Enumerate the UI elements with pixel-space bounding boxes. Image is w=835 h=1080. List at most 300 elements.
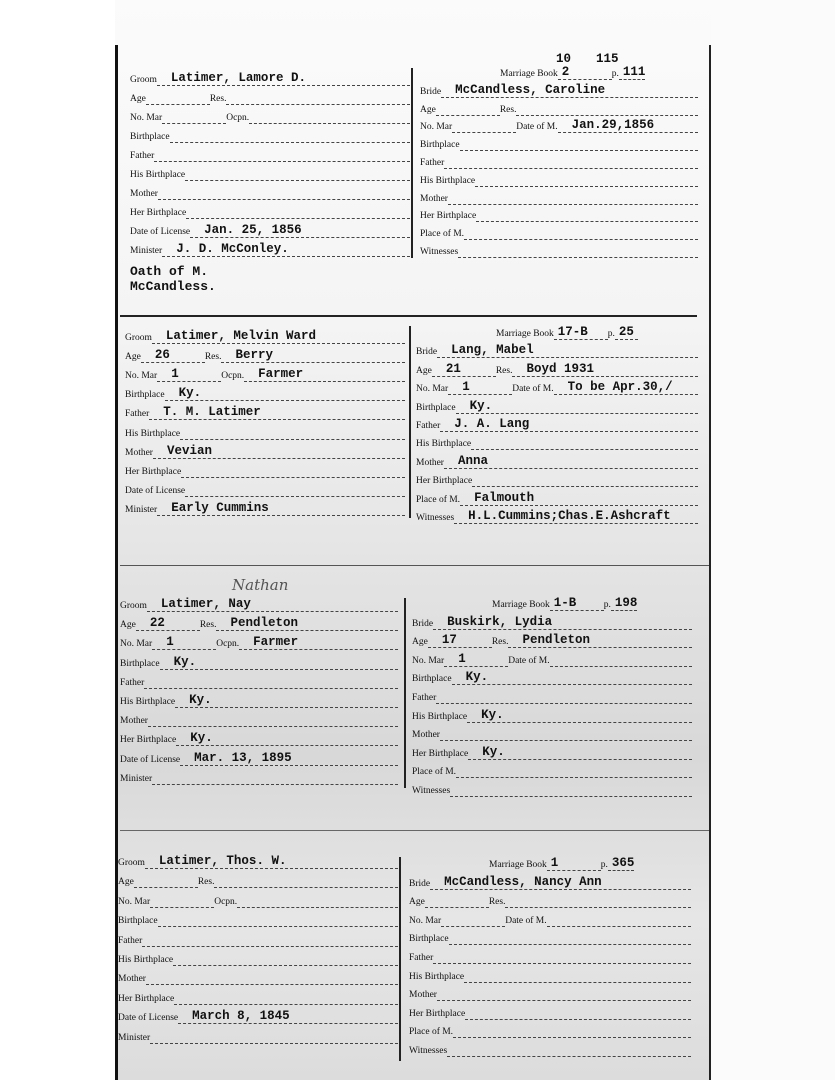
field-label: Mother: [416, 457, 444, 468]
field-label: Mother: [118, 974, 146, 985]
bride-field-age: [409, 894, 489, 908]
field-label: His Birthplace: [412, 711, 468, 722]
bride-field-her-birthplace: [412, 746, 692, 760]
field-label: p.: [603, 600, 611, 610]
field-value: Jan.29,1856: [558, 119, 698, 133]
groom-field-res: [200, 617, 398, 631]
field-value: [460, 137, 698, 151]
field-value: Pendleton: [508, 634, 692, 648]
bride-field-mother: [420, 191, 698, 205]
field-label: Age: [125, 352, 141, 363]
groom-field-no-mar: [125, 368, 221, 382]
bride-row: [420, 64, 646, 80]
bride-row: [420, 100, 698, 116]
field-label: p.: [607, 329, 615, 339]
bride-row: [416, 379, 698, 395]
bride-row: [409, 911, 691, 927]
field-label: Res.: [495, 365, 513, 376]
bride-row: [412, 762, 692, 778]
groom-field-minister: [120, 771, 398, 785]
bride-field-father: [416, 418, 698, 432]
field-value: 21: [432, 363, 496, 377]
groom-row: [118, 911, 398, 927]
field-value: [150, 894, 214, 908]
field-label: Birthplace: [420, 140, 460, 151]
bride-field-witnesses: [420, 244, 698, 258]
bride-field-no-mar: [416, 381, 512, 395]
field-value: [158, 186, 410, 200]
field-label: No. Mar: [125, 371, 158, 382]
groom-field-ocpn: [221, 368, 405, 382]
field-label: Date of M.: [516, 122, 558, 133]
field-value: [440, 727, 692, 741]
groom-field-mother: [118, 971, 398, 985]
field-value: [146, 91, 210, 105]
field-label: His Birthplace: [118, 955, 174, 965]
bride-field-date-of-m: [508, 653, 692, 667]
field-label: Bride: [416, 347, 438, 358]
field-value: Ky.: [467, 709, 692, 723]
bride-field-age: [420, 102, 500, 116]
bride-field-place-of-m: [420, 226, 698, 240]
groom-field-his-birthplace: [120, 694, 398, 708]
bride-field-marriage-book: [492, 597, 604, 611]
field-label: Res.: [499, 104, 517, 115]
bride-row: [412, 632, 692, 648]
field-label: Birthplace: [416, 402, 456, 413]
field-label: Date of License: [125, 485, 186, 496]
field-label: Minister: [118, 1032, 151, 1043]
field-label: Date of M.: [505, 915, 547, 926]
field-label: Bride: [409, 878, 431, 889]
field-value: [516, 102, 698, 116]
bride-field-witnesses: [416, 510, 698, 524]
field-label: No. Mar: [130, 113, 163, 123]
field-value: [433, 950, 691, 964]
groom-row: [125, 328, 405, 344]
field-value: [447, 1043, 691, 1057]
field-label: His Birthplace: [125, 428, 181, 439]
groom-field-his-birthplace: [118, 952, 398, 966]
field-value: [142, 933, 398, 947]
field-value: [472, 473, 698, 487]
groom-field-mother: [120, 713, 398, 727]
bride-field-bride: [412, 616, 692, 630]
field-label: Age: [409, 897, 425, 908]
bride-row: [416, 453, 698, 469]
bride-field-place-of-m: [416, 492, 698, 506]
groom-row: [125, 481, 405, 497]
field-value: 17-B: [554, 326, 608, 340]
field-value: [174, 991, 398, 1005]
groom-row: [118, 969, 398, 985]
field-label: Place of M.: [420, 229, 465, 240]
bride-field-marriage-book: [489, 857, 601, 871]
bride-row: [412, 781, 692, 797]
groom-field-birthplace: [130, 129, 410, 143]
field-label: No. Mar: [412, 655, 445, 666]
page-edge-right: [709, 45, 711, 1080]
field-value: 365: [608, 857, 635, 871]
field-label: Birthplace: [130, 132, 170, 142]
field-label: Age: [416, 365, 432, 376]
field-value: [186, 205, 410, 219]
field-value: Ky.: [175, 694, 398, 708]
field-value: [425, 894, 489, 908]
groom-field-age: [130, 91, 210, 105]
groom-row: [125, 462, 405, 478]
groom-field-her-birthplace: [130, 205, 410, 219]
groom-row: [118, 1008, 398, 1024]
groom-field-groom: [125, 330, 405, 344]
bride-field-no-mar: [420, 119, 516, 133]
bride-row: [409, 855, 635, 871]
field-label: No. Mar: [416, 384, 449, 395]
groom-row: [130, 127, 410, 143]
bride-field-mother: [416, 455, 698, 469]
field-value: Ky.: [452, 671, 692, 685]
bride-field-p: [608, 326, 638, 340]
groom-row: [125, 443, 405, 459]
groom-row: [120, 673, 398, 689]
groom-row: [130, 70, 410, 86]
groom-row: [120, 692, 398, 708]
column-divider: [404, 598, 406, 788]
groom-row: [130, 184, 410, 200]
field-value: [441, 913, 505, 927]
field-value: [550, 653, 692, 667]
field-label: Her Birthplace: [118, 993, 175, 1004]
bride-row: [412, 651, 692, 667]
bride-field-marriage-book: [500, 66, 612, 80]
field-label: Marriage Book: [496, 329, 554, 339]
record-separator: [120, 830, 709, 831]
bride-field-mother: [409, 987, 691, 1001]
groom-row: [125, 385, 405, 401]
field-label: Witnesses: [412, 786, 451, 796]
field-label: Her Birthplace: [125, 466, 182, 477]
field-value: Latimer, Thos. W.: [145, 855, 398, 869]
bride-field-birthplace: [409, 931, 691, 945]
field-label: Mother: [409, 990, 437, 1001]
field-label: His Birthplace: [120, 697, 176, 707]
field-value: 1: [444, 653, 508, 667]
field-label: Her Birthplace: [409, 1008, 466, 1019]
groom-field-birthplace: [120, 656, 398, 670]
bride-field-his-birthplace: [412, 709, 692, 723]
column-divider: [411, 68, 413, 258]
field-label: Father: [416, 421, 441, 431]
scan-margin-left: [0, 0, 115, 1080]
field-value: [450, 783, 692, 797]
field-value: [452, 119, 516, 133]
field-label: Groom: [125, 333, 152, 343]
field-value: [464, 969, 691, 983]
groom-field-res: [210, 91, 410, 105]
groom-row: [130, 165, 410, 181]
field-label: His Birthplace: [409, 971, 465, 982]
groom-row: [120, 711, 398, 727]
bride-row: [420, 171, 698, 187]
groom-row: [120, 750, 398, 766]
bride-field-age: [416, 363, 496, 377]
bride-row: [416, 416, 698, 432]
field-value: [148, 713, 398, 727]
field-value: [436, 102, 500, 116]
field-label: Mother: [420, 193, 448, 204]
bride-row: [420, 135, 698, 151]
groom-field-res: [205, 349, 405, 363]
page-correction: 115: [596, 52, 619, 66]
field-label: Date of M.: [512, 384, 554, 395]
field-value: Ky.: [165, 387, 405, 401]
field-value: [158, 913, 398, 927]
field-label: Birthplace: [125, 390, 165, 401]
field-value: [146, 971, 398, 985]
field-label: His Birthplace: [420, 175, 476, 186]
field-label: No. Mar: [420, 122, 453, 133]
bride-row: [420, 153, 698, 169]
bride-row: [420, 82, 698, 98]
field-label: Father: [412, 693, 437, 703]
groom-row: [120, 634, 398, 650]
field-value: J. D. McConley.: [162, 243, 410, 257]
groom-field-her-birthplace: [125, 464, 405, 478]
groom-row: [118, 892, 398, 908]
field-label: Marriage Book: [492, 600, 550, 610]
field-label: Witnesses: [416, 513, 455, 523]
field-value: 198: [611, 597, 638, 611]
field-value: Early Cummins: [157, 502, 405, 516]
groom-row: [120, 615, 398, 631]
field-value: Boyd 1931: [512, 363, 698, 377]
bride-field-witnesses: [409, 1043, 691, 1057]
bride-field-bride: [409, 876, 691, 890]
scan-margin-right: [711, 0, 835, 1080]
groom-field-groom: [130, 72, 410, 86]
field-value: Ky.: [160, 656, 398, 670]
field-label: Her Birthplace: [416, 476, 473, 487]
field-value: [453, 1024, 691, 1038]
field-value: Latimer, Lamore D.: [157, 72, 410, 86]
field-label: Birthplace: [412, 674, 452, 685]
groom-field-ocpn: [214, 894, 398, 908]
field-value: Ky.: [456, 400, 698, 414]
bride-field-his-birthplace: [409, 969, 691, 983]
groom-field-her-birthplace: [118, 991, 398, 1005]
field-label: No. Mar: [118, 896, 151, 907]
field-label: His Birthplace: [130, 170, 186, 180]
field-label: Her Birthplace: [412, 748, 469, 759]
field-value: [170, 129, 410, 143]
field-value: [226, 91, 410, 105]
groom-field-mother: [125, 445, 405, 459]
field-value: Anna: [444, 455, 698, 469]
field-label: Res.: [491, 637, 509, 648]
field-label: Groom: [130, 75, 157, 85]
bride-row: [409, 985, 691, 1001]
groom-field-no-mar: [120, 636, 216, 650]
bride-field-marriage-book: [496, 326, 608, 340]
groom-row: [130, 241, 410, 257]
field-label: p.: [600, 860, 608, 870]
groom-field-her-birthplace: [120, 732, 398, 746]
groom-field-res: [198, 874, 398, 888]
groom-field-age: [125, 349, 205, 363]
groom-field-father: [125, 406, 405, 420]
field-label: Mother: [412, 730, 440, 741]
field-value: [458, 244, 698, 258]
field-value: [449, 931, 691, 945]
record-note: Oath of M. McCandless.: [130, 264, 216, 294]
bride-field-date-of-m: [505, 913, 691, 927]
groom-field-no-mar: [118, 894, 214, 908]
bride-row: [409, 874, 691, 890]
bride-field-her-birthplace: [420, 208, 698, 222]
bride-row: [420, 189, 698, 205]
field-label: Mother: [130, 189, 158, 199]
field-value: To be Apr.30,/: [554, 381, 698, 395]
groom-field-birthplace: [125, 387, 405, 401]
bride-field-bride: [420, 84, 698, 98]
field-value: H.L.Cummins;Chas.E.Ashcraft: [454, 510, 698, 524]
bride-row: [412, 725, 692, 741]
bride-field-date-of-m: [516, 119, 698, 133]
field-label: Her Birthplace: [130, 208, 187, 218]
field-label: Witnesses: [420, 247, 459, 257]
field-value: [185, 167, 410, 181]
groom-field-father: [118, 933, 398, 947]
field-value: Ky.: [468, 746, 692, 760]
field-value: 1: [157, 368, 221, 382]
handwritten-annotation: Nathan: [232, 576, 289, 594]
groom-row: [125, 424, 405, 440]
field-label: No. Mar: [120, 639, 153, 650]
field-value: 1: [547, 857, 601, 871]
bride-row: [420, 206, 698, 222]
field-value: 22: [136, 617, 200, 631]
groom-field-date-of-license: [118, 1010, 398, 1024]
bride-row: [416, 434, 698, 450]
field-label: Witnesses: [409, 1046, 448, 1056]
field-value: Mar. 13, 1895: [180, 752, 398, 766]
groom-field-minister: [125, 502, 405, 516]
field-label: p.: [611, 69, 619, 79]
field-label: Bride: [412, 618, 434, 629]
field-label: Res.: [197, 877, 215, 888]
groom-field-minister: [118, 1030, 398, 1044]
bride-field-p: [600, 856, 635, 871]
field-label: No. Mar: [409, 915, 442, 926]
bride-field-place-of-m: [412, 764, 692, 778]
bride-row: [409, 929, 691, 945]
field-value: [436, 690, 692, 704]
bride-field-her-birthplace: [409, 1006, 691, 1020]
column-divider: [409, 326, 411, 518]
groom-row: [130, 146, 410, 162]
record-separator: [120, 315, 697, 317]
field-label: Her Birthplace: [420, 211, 477, 222]
groom-field-date-of-license: [130, 224, 410, 238]
field-label: Age: [120, 620, 136, 631]
field-value: Lang, Mabel: [437, 344, 698, 358]
field-value: [456, 764, 692, 778]
groom-field-groom: [120, 598, 398, 612]
field-value: [181, 464, 405, 478]
field-label: Marriage Book: [489, 860, 547, 870]
bride-field-res: [489, 894, 691, 908]
field-value: Pendleton: [216, 617, 398, 631]
bride-row: [420, 117, 698, 133]
field-value: T. M. Latimer: [149, 406, 405, 420]
field-value: McCandless, Caroline: [441, 84, 698, 98]
field-value: [448, 191, 698, 205]
bride-field-p: [611, 65, 646, 80]
groom-row: [125, 404, 405, 420]
bride-field-father: [420, 155, 698, 169]
groom-field-his-birthplace: [130, 167, 410, 181]
field-value: [505, 894, 691, 908]
bride-row: [416, 490, 698, 506]
groom-row: [120, 769, 398, 785]
field-label: Groom: [118, 858, 145, 868]
bride-row: [412, 614, 692, 630]
groom-row: [118, 853, 398, 869]
field-label: Father: [130, 151, 155, 161]
bride-field-bride: [416, 344, 698, 358]
field-label: Birthplace: [409, 934, 449, 945]
groom-row: [120, 730, 398, 746]
field-label: Age: [118, 877, 134, 888]
field-value: 2: [558, 66, 612, 80]
field-label: Age: [412, 637, 428, 648]
field-value: [152, 771, 398, 785]
field-value: [437, 987, 691, 1001]
field-value: McCandless, Nancy Ann: [430, 876, 691, 890]
bride-field-res: [496, 363, 698, 377]
groom-row: [130, 222, 410, 238]
field-label: Res.: [199, 620, 217, 631]
groom-row: [118, 950, 398, 966]
field-label: Father: [125, 409, 150, 420]
field-value: [249, 110, 410, 124]
bride-row: [416, 324, 638, 340]
field-value: [444, 155, 698, 169]
field-label: Marriage Book: [500, 69, 558, 79]
field-value: [173, 952, 398, 966]
bride-field-his-birthplace: [420, 173, 698, 187]
groom-field-minister: [130, 243, 410, 257]
bride-row: [412, 707, 692, 723]
bride-field-father: [412, 690, 692, 704]
field-value: Buskirk, Lydia: [433, 616, 692, 630]
bride-row: [416, 361, 698, 377]
groom-field-father: [120, 675, 398, 689]
field-value: Ky.: [176, 732, 398, 746]
bride-field-no-mar: [412, 653, 508, 667]
field-value: [547, 913, 691, 927]
bride-field-witnesses: [412, 783, 692, 797]
groom-field-date-of-license: [120, 752, 398, 766]
bride-row: [416, 508, 698, 524]
bride-row: [409, 1041, 691, 1057]
groom-row: [118, 989, 398, 1005]
field-label: Minister: [130, 246, 163, 256]
bride-field-p: [603, 596, 638, 611]
groom-field-ocpn: [226, 110, 410, 124]
field-value: Jan. 25, 1856: [190, 224, 410, 238]
field-value: Falmouth: [460, 492, 698, 506]
